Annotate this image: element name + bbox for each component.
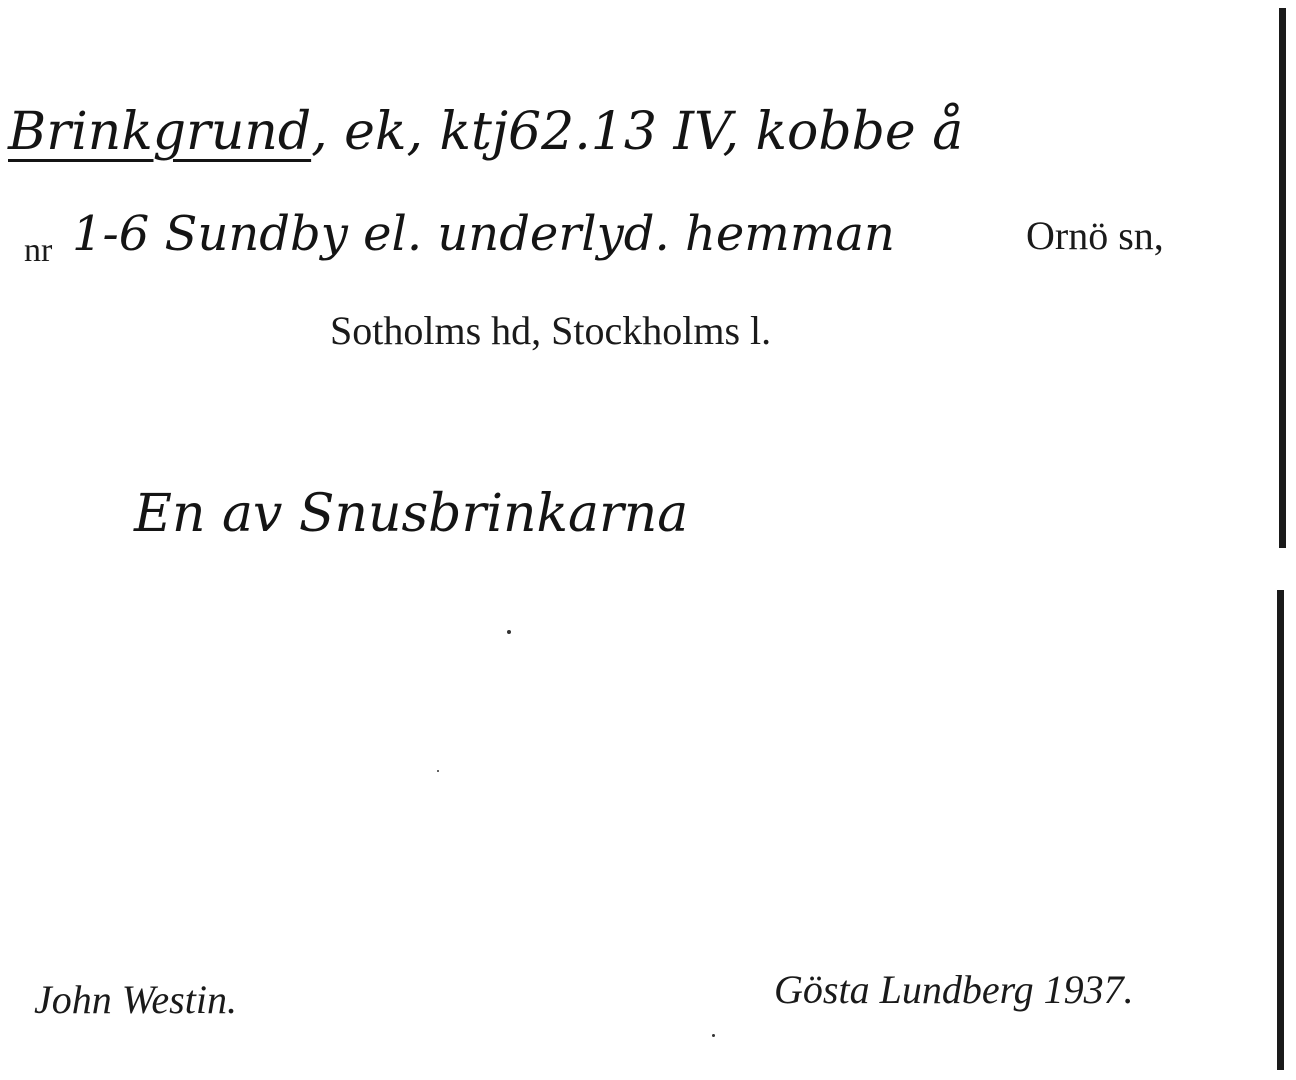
parish-label: Ornö sn, (1026, 213, 1164, 258)
scan-speck (507, 630, 511, 634)
scan-speck (712, 1034, 715, 1037)
scan-speck (437, 770, 439, 772)
card-edge-line-bottom (1277, 590, 1284, 1070)
entry-line-1 (8, 102, 963, 162)
footer-right-name: Gösta Lundberg 1937. (774, 967, 1134, 1012)
card-edge-line-top (1279, 8, 1286, 548)
district-line: Sotholms hd, Stockholms l. (330, 308, 772, 353)
handwritten-note: En av Snusbrinkarna (134, 484, 689, 544)
entry-line-1-rest: , ek, ktj62.13 IV, kobbe å (311, 102, 964, 162)
place-name: Brinkgrund (8, 102, 312, 162)
number-prefix: nr (24, 232, 53, 269)
entry-line-2-handwritten: 1-6 Sundby el. underlyd. hemman (72, 206, 895, 262)
footer-left-name: John Westin. (34, 977, 237, 1022)
